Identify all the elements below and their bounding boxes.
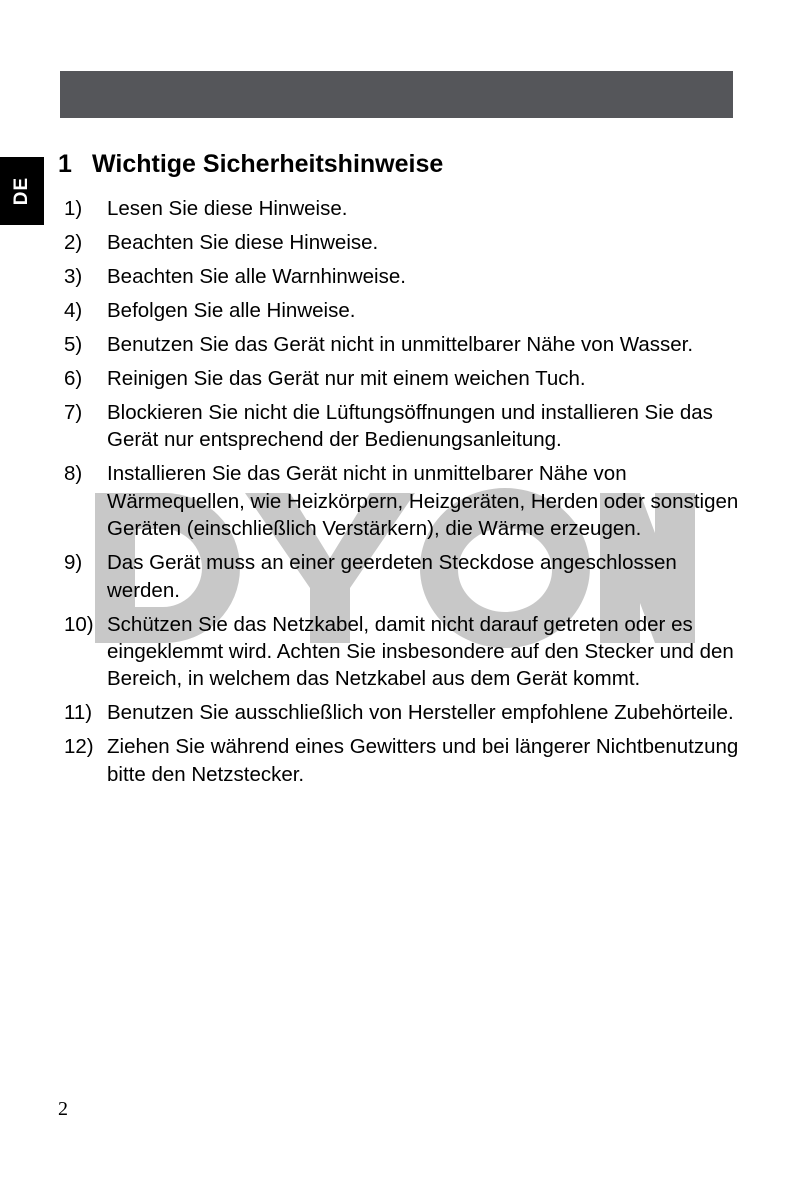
language-tab: [0, 157, 44, 225]
list-item-number: 2): [64, 231, 83, 254]
list-item-number: 9): [64, 551, 83, 575]
list-item-text: Benutzen Sie das Gerät nicht in unmittelbarer Nähe von Wasser.: [107, 333, 694, 356]
list-item-text: Blockieren Sie nicht die Lüftungsöffnungen und installieren Sie das Gerät nur entsprechend der Bedienungsanleitung.: [107, 401, 713, 452]
safety-instructions-list: [64, 195, 744, 795]
list-item-text: Das Gerät muss an einer geerdeten Steckdose angeschlossen werden.: [107, 551, 677, 602]
list-item: [64, 229, 744, 256]
list-item: [64, 460, 744, 542]
list-item-number: 3): [64, 265, 83, 288]
list-item: [64, 331, 744, 358]
list-item-number: 10): [64, 612, 94, 636]
list-item-text: Ziehen Sie während eines Gewitters und bei längerer Nichtbenutzung bitte den Netzstecker.: [107, 735, 739, 786]
language-tab-label: DE: [11, 176, 32, 206]
list-item-number: 8): [64, 462, 83, 486]
list-item-number: 1): [64, 197, 83, 220]
section-title-text: Wichtige Sicherheitshinweise: [92, 150, 444, 178]
section-title: [58, 146, 443, 182]
header-bar: [60, 71, 733, 118]
list-item: [64, 611, 744, 693]
list-item-text: Schützen Sie das Netzkabel, damit nicht darauf getreten oder es eingeklemmt wird. Achten Sie insbesondere auf den Stecker und den Bereich, in welchem das Netzkabel aus dem Gerät kommt.: [107, 612, 734, 691]
list-item: [64, 263, 744, 290]
list-item: [64, 733, 744, 788]
list-item-number: 12): [64, 735, 94, 759]
list-item-number: 11): [64, 701, 93, 725]
page-number: 2: [58, 1098, 68, 1120]
list-item-text: Beachten Sie diese Hinweise.: [107, 231, 379, 254]
list-item-text: Befolgen Sie alle Hinweise.: [107, 299, 356, 322]
list-item-text: Reinigen Sie das Gerät nur mit einem weichen Tuch.: [107, 367, 586, 390]
list-item: [64, 699, 744, 726]
section-number: 1: [58, 150, 72, 178]
list-item: [64, 549, 744, 604]
list-item-text: Benutzen Sie ausschließlich von Hersteller empfohlene Zubehörteile.: [107, 701, 734, 725]
list-item-number: 5): [64, 333, 83, 356]
list-item-text: Lesen Sie diese Hinweise.: [107, 197, 348, 220]
list-item: [64, 195, 744, 222]
list-item-text: Beachten Sie alle Warnhinweise.: [107, 265, 406, 288]
list-item-number: 6): [64, 367, 83, 390]
list-item-text: Installieren Sie das Gerät nicht in unmittelbarer Nähe von Wärmequellen, wie Heizkörpern, Heizgeräten, Herden oder sonstigen Geräten (einschließlich Verstärkern), die Wärme erzeugen.: [107, 462, 739, 541]
list-item-number: 4): [64, 299, 83, 322]
list-item: [64, 365, 744, 392]
list-item-number: 7): [64, 401, 83, 424]
list-item: [64, 297, 744, 324]
list-item: [64, 399, 744, 454]
